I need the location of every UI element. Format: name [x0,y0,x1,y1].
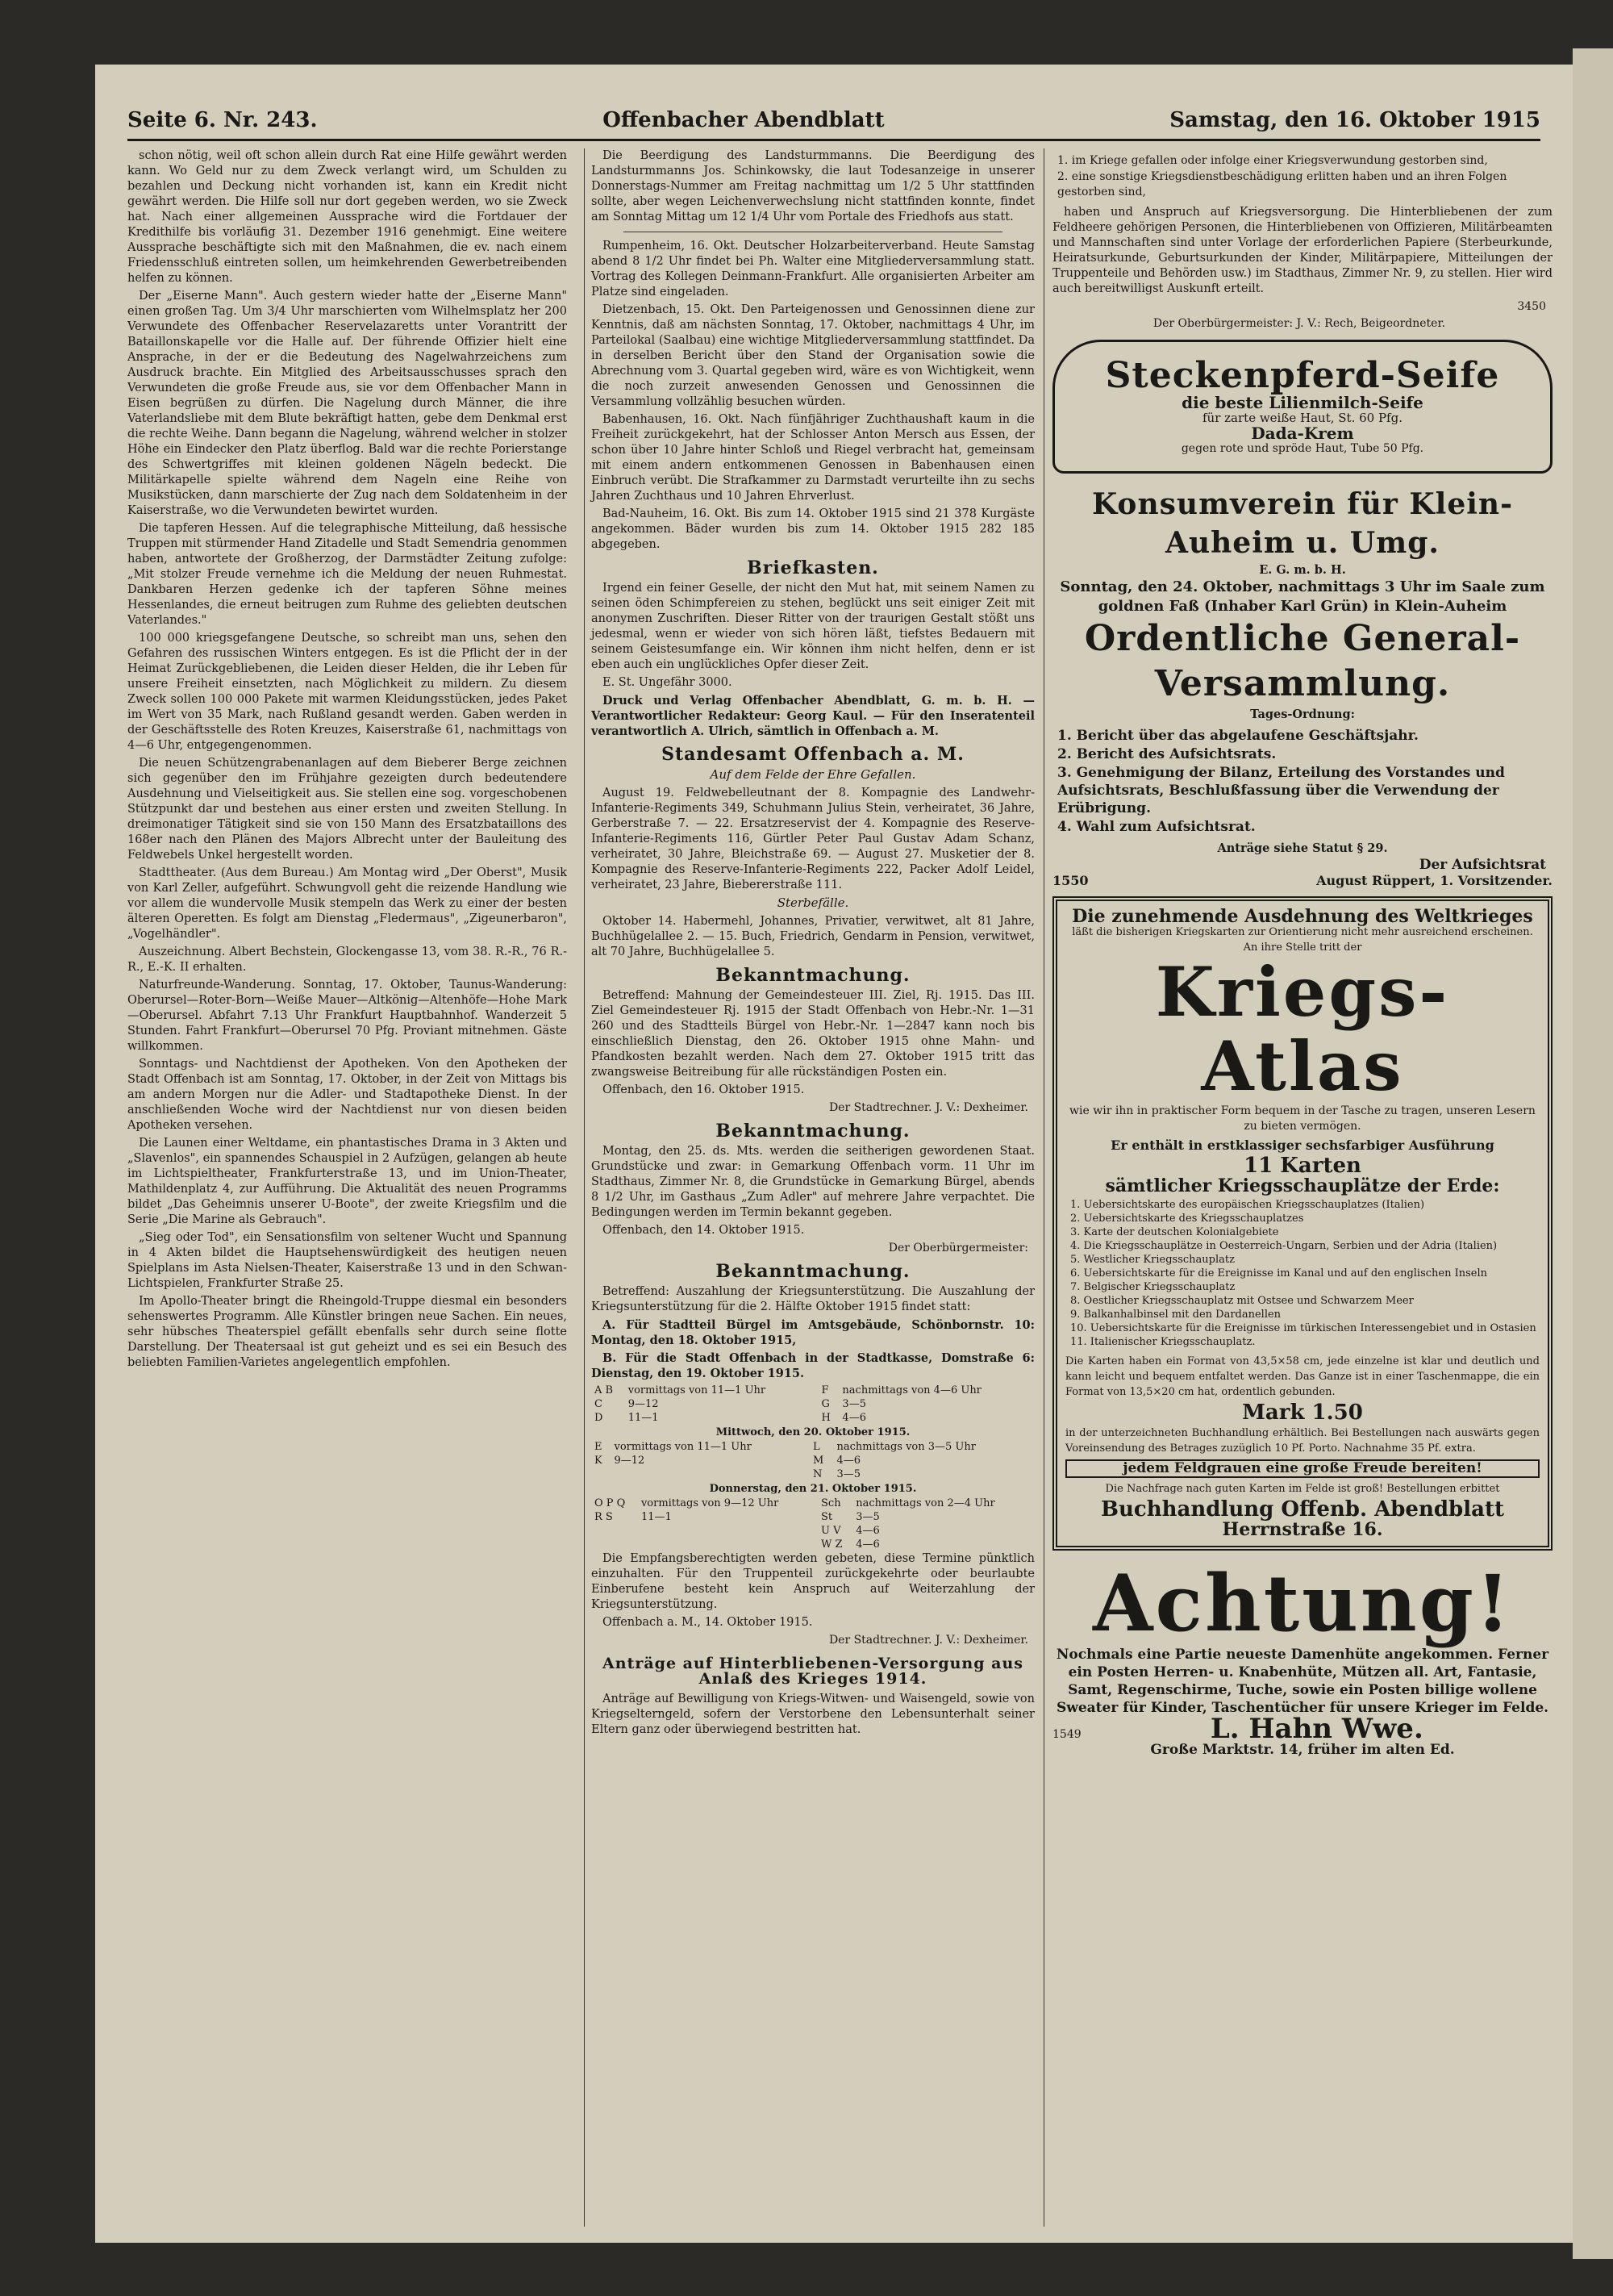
table-cell: 9—12 [614,1455,645,1467]
article-sieg-oder-tod: „Sieg oder Tod", ein Sensationsfilm von seltener Wucht und Spannung in 4 Akten bildet die Hauptsehenswürdigkeit des heutigen neuen Spielplans im Asta Nielsen-Theater, Kaiserstraße 13 und in den Schwan-Lichtspielen, Frankfurter Straße 25. [127,1231,567,1290]
atlas-format: Die Karten haben ein Format von 43,5×58 cm, jede einzelne ist klar und deutlich und kann leicht und bequem entfaltet werden. Das Ganze ist in einer Taschenmappe, die ein Format von 13,5×20 cm hat, ordentlich gebunden. [1065,1355,1540,1398]
article-bad-nauheim: Bad-Nauheim, 16. Okt. Bis zum 14. Oktober 1915 sind 21 378 Kurgäste angekommen. Bäder wurden bis zum 14. Oktober 1915 282 185 abgegeben. [591,507,1035,551]
table-row [591,1467,1035,1481]
antrag-heading: Anträge auf Hinterbliebenen-Versorgung aus Anlaß des Krieges 1914. [602,1655,1023,1688]
atlas-order-info: in der unterzeichneten Buchhandlung erhältlich. Bei Bestellungen nach auswärts gegen Voreinsendung des Betrages zuzüglich 10 Pf. Porto. Nachnahme 35 Pf. extra. [1065,1427,1540,1455]
table-cell: vormittags von 11—1 Uhr [614,1441,752,1453]
list-item: 8. Oestlicher Kriegsschauplatz mit Ostsee und Schwarzem Meer [1070,1295,1414,1307]
table-row [591,1384,1035,1397]
table-cell: H [821,1412,831,1424]
table-cell: St [821,1511,833,1523]
konsumverein-agenda [1052,727,1553,836]
column-1 [127,148,567,2227]
table-cell: C [594,1398,602,1410]
article-apotheken: Sonntags- und Nachtdienst der Apotheken. Von den Apotheken der Stadt Offenbach ist am Sonntag, 17. Oktober, in der Zeit von Mittags bis am andern Morgen nur die Adler- und Stadtapotheke Dienst. In der anschließenden Woche wird der Nachtdienst nur von diesen beiden Apotheken versehen. [127,1058,567,1132]
cream-price: gegen rote und spröde Haut, Tube 50 Pfg. [1181,442,1424,455]
bekanntmachung-1-text: Betreffend: Mahnung der Gemeindesteuer III. Ziel, Rj. 1915. Das III. Ziel Gemeindesteuer Rj. 1915 der Stadt Offenbach von Hebr.-Nr. 1—31 260 und des Stadtteils Bürgel von Hebr.-Nr. 1—2847 kann noch bis einschließlich Dienstag, den 26. Oktober 1915 ohne Mahn- und Pfandkosten bezahlt werden. Nach dem 27. Oktober 1915 tritt das zwangsweise Beitreibung für alle rückständigen Posten ein. [591,989,1035,1079]
versorgung-list [1052,153,1553,200]
article-tapfere-hessen: Die tapferen Hessen. Auf die telegraphische Mitteilung, daß hessische Truppen mit stürmender Hand Zitadelle und Stadt Semendria genommen haben, antwortete der Großherzog, der Darmstädter Zeitung zufolge: „Mit stolzer Freude vernehme ich die Meldung der neuen Ruhmestat. Dankbaren Herzen gedenke ich der tapferen Söhne meines Hessenlandes, die erneut beitrugen zum Ruhme des geliebten deutschen Vaterlandes." [127,522,567,627]
list-item: 2. eine sonstige Kriegsdienstbeschädigung erlitten haben und an ihren Folgen gestorben sind, [1057,170,1507,198]
list-item: 1. Bericht über das abgelaufene Geschäftsjahr. [1057,728,1419,744]
table-cell: M [813,1455,824,1467]
soap-tagline: die beste Lilienmilch-Seife [1182,393,1423,412]
bekanntmachung-2-text: Montag, den 25. ds. Mts. werden die seitherigen gewordenen Staat. Grundstücke und zwar: in Gemarkung Offenbach vorm. 11 Uhr im Stadthaus, Zimmer Nr. 8, die Grundstücke in Gemarkung Bürgel, abends 8 1/2 Uhr, im Gasthaus „Zum Adler" auf mehrere Jahre verpachtet. Die Bedingungen werden im Termin bekannt gegeben. [591,1145,1035,1219]
konsumverein-legal-form: E. G. m. b. H. [1259,563,1346,577]
table-cell: 4—6 [842,1412,866,1424]
list-item: 4. Die Kriegsschauplätze in Oesterreich-Ungarn, Serbien und der Adria (Italien) [1070,1240,1498,1252]
masthead [127,100,1540,132]
article-apollo-theater: Im Apollo-Theater bringt die Rheingold-Truppe diesmal ein besonders sehenswertes Programm. Alle Künstler bringen neue Sachen. Ein neues, sehr hübsches Theaterspiel gefällt ebenfalls sehr durch seine flotte Darstellung. Der Theatersaal ist gut geheizt und es sei ein Besuch des beliebten Familien-Varietes angelegentlich empfohlen. [127,1295,567,1369]
atlas-bookshop: Buchhandlung Offenb. Abendblatt [1101,1497,1504,1522]
bekanntmachung-3-note: Die Empfangsberechtigten werden gebeten, diese Termine pünktlich einzuhalten. Für den Truppenteil zurückgekehrte oder beurlaubte Einberufene besteht kein Anspruch auf Weiterzahlung der Kriegsunterstützung. [591,1552,1035,1611]
konsumverein-meeting-title: Ordentliche General-Versammlung. [1084,618,1521,704]
schedule-thursday [591,1497,1035,1551]
article-kredithilfe: schon nötig, weil oft schon allein durch Rat eine Hilfe gewährt werden kann. Wo Geld nur zu dem Zweck verlangt wird, um Schulden zu bezahlen und Deckung nicht vorhanden ist, kann ein Kredit nicht gewährt werden. Die Hilfe soll nur dort gegeben werden, wo sie Zweck hat. Nach einer allgemeinen Aussprache wird die Fortdauer der Kredithilfe bis vorläufig 31. Dezember 1916 genehmigt. Eine weitere Aussprache beschäftigte sich mit den Maßnahmen, die ev. nach einem Friedensschluß eintreten sollen, um heimkehrenden Gewerbetreibenden helfen zu können. [127,149,567,285]
achtung-title: Achtung! [1093,1558,1512,1649]
bekanntmachung-3-section-a: A. Für Stadtteil Bürgel im Amtsgebäude, Schönbornstr. 10: Montag, den 18. Oktober 1915, [591,1318,1035,1347]
bekanntmachung-1-signature: Der Stadtrechner. J. V.: Dexheimer. [828,1101,1028,1114]
konsumverein-advertisement [1052,485,1553,888]
list-item: 11. Italienischer Kriegsschauplatz. [1070,1336,1256,1348]
article-beerdigung: Die Beerdigung des Landsturmmanns. Die Beerdigung des Landsturmmanns Jos. Schinkowsky, die laut Todesanzeige in unserer Donnerstags-Nummer am Freitag nachmittag um 1/2 5 Uhr stattfinden sollte, aber wegen Leichenverwechslung nicht stattfinden konnte, findet am Sonntag Mittag um 12 1/4 Uhr vom Portale des Friedhofs aus statt. [591,149,1035,223]
atlas-count: 11 Karten [1244,1154,1361,1178]
achtung-address: Große Marktstr. 14, früher im alten Ed. [1150,1742,1455,1758]
list-item: 9. Balkanhalbinsel mit den Dardanellen [1070,1309,1282,1321]
atlas-headline: Die zunehmende Ausdehnung des Weltkrieges [1072,906,1533,927]
atlas-slogan: jedem Feldgrauen eine große Freude bereiten! [1065,1459,1540,1478]
article-eiserne-mann: Der „Eiserne Mann". Auch gestern wieder hatte der „Eiserne Mann" einen großen Tag. Um 3/4 Uhr marschierten vom Wilhelmsplatz her 200 Verwundete des Offenbacher Reservelazaretts unter Vorantritt der Bataillonskapelle vor die Halle auf. Der führende Offizier hielt eine Ansprache, in der er die Bedeutung des Nagelwahrzeichens zum Ausdruck brachte. Ein Mitglied des Arbeitsausschusses sprach den Verwundeten die große Freude aus, sie vor dem Offenbacher Mann in Eisen begrüßen zu dürfen. Die Nagelung durch Männer, die ihre Vaterlandsliebe mit dem Blute bekräftigt hatten, gebe dem Denkmal erst die rechte Weihe. Dann begann die Nagelung, während welcher in stolzer Höhe ein Eindecker den Platz überflog. Bald war die rechte Porierstange des Schwertgriffes mit kleinen goldenen Nägeln bedeckt. Die Militärkapelle spielte während dem Nageln eine Reihe von Musikstücken, dann marschierte der Zug nach dem Soldatenheim in der Kaiserstraße, wo die Verwundeten bewirtet wurden. [127,290,567,517]
column-3 [1044,148,1553,2227]
bekanntmachung-2-signature: Der Oberbürgermeister: [888,1242,1028,1254]
table-cell: 4—6 [836,1455,861,1467]
table-cell: R S [594,1511,613,1523]
atlas-scope: sämtlicher Kriegsschauplätze der Erde: [1105,1175,1500,1196]
konsumverein-meeting-info: Sonntag, den 24. Oktober, nachmittags 3 Uhr im Saale zum goldnen Faß (Inhaber Karl Grün) in Klein-Auheim [1060,578,1545,615]
list-item: 10. Uebersichtskarte für die Ereignisse im türkischen Interessengebiet und in Ostasien [1070,1322,1536,1334]
briefkasten-text: Irgend ein feiner Geselle, der nicht den Mut hat, mit seinem Namen zu seinen öden Schimpfereien zu stehen, beglückt uns seit einiger Zeit mit anonymen Zuschriften. Dieser Ritter von der traurigen Gestalt stößt uns jedesmal, wenn er wieder von sich hören läßt, tiefstes Bedauern mit seinem Geistesumfange ein. Wir können ihm nicht helfen, denn er ist eben auch ein unglückliches Opfer dieser Zeit. [591,582,1035,671]
cream-brand: Dada-Krem [1251,424,1354,443]
briefkasten-heading: Briefkasten. [747,557,879,578]
achtung-advertisement [1052,1558,1553,1758]
table-cell: U V [821,1525,841,1537]
table-row [591,1397,1035,1411]
article-babenhausen: Babenhausen, 16. Okt. Nach fünfjähriger Zuchthaushaft kaum in die Freiheit zurückgekehrt, hat der Schlosser Anton Mersch aus Essen, der schon über 10 Jahre hinter Schloß und Riegel verbracht hat, gemeinsam mit einem andern entkommenen Genossen in Babenhausen einen Einbruch verübt. Die Strafkammer zu Darmstadt verurteilte ihn zu sechs Jahren Zuchthaus und 10 Jahren Ehrverlust. [591,413,1035,503]
versorgung-number: 3450 [1517,300,1546,313]
table-row [591,1510,1035,1524]
bekanntmachung-2-date: Offenbach, den 14. Oktober 1915. [602,1224,805,1237]
table-cell: 3—5 [836,1468,861,1480]
atlas-feature: Er enthält in erstklassiger sechsfarbiger Ausführung [1111,1138,1494,1153]
list-item: 1. Uebersichtskarte des europäischen Kriegsschauplatzes (Italien) [1070,1199,1425,1211]
table-cell: 3—5 [856,1511,880,1523]
adjacent-page-edge [1573,48,1613,2259]
bekanntmachung-3-date: Offenbach a. M., 14. Oktober 1915. [602,1616,813,1629]
table-cell: K [594,1455,602,1467]
table-cell: 11—1 [640,1511,672,1523]
article-kriegsgefangene: 100 000 kriegsgefangene Deutsche, so schreibt man uns, sehen den Gefahren des russischen Winters entgegen. Es ist die Pflicht der in der Heimat Zurückgebliebenen, die Leiden dieser Helden, die ihr Leben für unsere Freiheit einsetzten, nach Möglichkeit zu mildern. Zu diesem Zweck sollen 100 000 Pakete mit warmen Kleidungsstücken, jedes Paket im Wert von 35 Mark, nach Rußland gesandt werden. Gaben werden in der Geschäftsstelle des Roten Kreuzes, Kaiserstraße 61, nachmittags von 4—6 Uhr, entgegengenommen. [127,632,567,752]
list-item: 5. Westlicher Kriegsschauplatz [1070,1254,1235,1266]
table-cell [611,1467,810,1481]
konsumverein-note: Anträge siehe Statut § 29. [1217,841,1388,855]
list-item: 3. Karte der deutschen Kolonialgebiete [1070,1226,1279,1238]
versorgung-signature: Der Oberbürgermeister: J. V.: Rech, Beigeordneter. [1152,317,1446,330]
list-item: 2. Uebersichtskarte des Kriegsschauplatzes [1070,1213,1304,1225]
bekanntmachung-3-section-b: B. Für die Stadt Offenbach in der Stadtkasse, Domstraße 6: Dienstag, den 19. Oktober 1915. [591,1351,1035,1380]
table-cell: L [813,1441,820,1453]
schedule-tuesday [591,1384,1035,1425]
list-item: 2. Bericht des Aufsichtsrats. [1057,746,1277,762]
page-number: Seite 6. Nr. 243. [127,108,318,132]
table-row [591,1440,1035,1454]
bekanntmachung-1-heading: Bekanntmachung. [715,965,911,986]
table-cell: nachmittags von 3—5 Uhr [836,1441,976,1453]
table-cell: O P Q [594,1497,626,1509]
standesamt-text: August 19. Feldwebelleutnant der 8. Kompagnie des Landwehr-Infanterie-Regiments 349, Schuhmann Julius Stein, verheiratet, 36 Jahre, Gerberstraße 7. — 22. Ersatzreservist der 4. Kompagnie des Reserve-Infanterie-Regiments 116, Gürtler Peter Paul Gustav Adam Schanz, verheiratet, 30 Jahre, Bleichstraße 69. — August 27. Musketier der 8. Kompagnie des Reserve-Infanterie-Regiments 222, Packer Adolf Leidel, verheiratet, 23 Jahre, Biebererstraße 111. [591,787,1035,891]
konsumverein-signature-board: Der Aufsichtsrat [1419,857,1546,873]
article-schuetzengraben: Die neuen Schützengrabenanlagen auf dem Bieberer Berge zeichnen sich gegenüber den im Frühjahre gezeigten durch bedeutendere Ausdehnung und Vielseitigkeit aus. Sie stellen eine sog. vorgeschobenen Stützpunkt dar und bestehen aus einer ersten und zweiten Stellung. In dreimonatiger Tätigkeit sind sie von 150 Mann des Ersatzbataillons des 168er nach den Plänen des Majors Albrecht unter der Bauleitung des Feldwebels Unkel hergestellt worden. [127,757,567,862]
table-cell [638,1524,818,1538]
atlas-description: wie wir ihn in praktischer Form bequem in der Tasche zu tragen, unseren Lesern zu bieten vermögen. [1069,1104,1536,1133]
table-cell: vormittags von 9—12 Uhr [640,1497,779,1509]
table-row [591,1538,1035,1551]
table-cell: 11—1 [627,1412,659,1424]
bekanntmachung-2-heading: Bekanntmachung. [715,1121,911,1142]
antrag-text: Anträge auf Bewilligung von Kriegs-Witwen- und Waisengeld, sowie von Kriegselterngeld, sofern der Verstorbene den Lebensunterhalt seiner Eltern ganz oder überwiegend bestritten hat. [591,1693,1035,1736]
table-cell: Sch [821,1497,841,1509]
table-cell: D [594,1412,603,1424]
table-row [591,1524,1035,1538]
table-cell: 3—5 [842,1398,866,1410]
list-item: 3. Genehmigung der Bilanz, Erteilung des Vorstandes und Aufsichtsrats, Beschlußfassung über die Verwendung der Erübrigung. [1057,765,1505,816]
article-auszeichnung: Auszeichnung. Albert Bechstein, Glockengasse 13, vom 38. R.-R., 76 R.-R., E.-K. II erhalten. [127,946,567,974]
standesamt-subheading: Auf dem Felde der Ehre Gefallen. [710,767,916,782]
article-dietzenbach: Dietzenbach, 15. Okt. Den Parteigenossen und Genossinnen diene zur Kenntnis, daß am nächsten Sonntag, 17. Oktober, nachmittags 4 Uhr, im Parteilokal (Saalbau) eine wichtige Mitgliederversammlung stattfindet. Da in derselben Bericht über den Stand der Organisation sowie die Abrechnung vom 3. Quartal gegeben wird, wäre es von Wichtigkeit, wenn die noch zurzeit anwesenden Genossen und Genossinnen die Versammlung vollzählig besuchen würden. [591,303,1035,408]
soap-brand: Steckenpferd-Seife [1105,355,1500,396]
table-cell: W Z [821,1538,843,1551]
bekanntmachung-3-signature: Der Stadtrechner. J. V.: Dexheimer. [828,1634,1028,1647]
schedule-wednesday [591,1440,1035,1481]
schedule-wednesday-heading: Mittwoch, den 20. Oktober 1915. [715,1426,911,1438]
table-cell [591,1467,611,1481]
ad-number: 1550 [1052,873,1089,888]
soap-advertisement [1052,340,1553,474]
table-cell: vormittags von 11—1 Uhr [627,1384,766,1396]
imprint: Druck und Verlag Offenbacher Abendblatt, G. m. b. H. — Verantwortlicher Redakteur: Georg Kaul. — Für den Inseratenteil verantwortlich A. Ulrich, sämtlich in Offenbach a. M. [591,694,1035,738]
column-2 [584,148,1035,2227]
list-item: 1. im Kriege gefallen oder infolge einer Kriegsverwundung gestorben sind, [1057,154,1488,167]
table-cell [591,1538,638,1551]
atlas-demand: Die Nachfrage nach guten Karten im Felde ist groß! Bestellungen erbittet [1105,1483,1500,1495]
newspaper-title: Offenbacher Abendblatt [602,108,885,132]
konsumverein-title: Konsumverein für Klein-Auheim u. Umg. [1091,487,1514,560]
table-cell: 4—6 [856,1525,880,1537]
table-cell: nachmittags von 2—4 Uhr [856,1497,995,1509]
atlas-intro: läßt die bisherigen Kriegskarten zur Orientierung nicht mehr ausreichend erscheinen. An ihre Stelle tritt der [1072,926,1533,954]
table-cell: 9—12 [627,1398,659,1410]
table-row [591,1497,1035,1510]
achtung-firm: L. Hahn Wwe. [1210,1713,1423,1745]
table-cell: 4—6 [856,1538,880,1551]
achtung-text: Nochmals eine Partie neueste Damenhüte angekommen. Ferner ein Posten Herren- u. Knabenhüte, Mützen all. Art, Fantasie, Samt, Regenschirme, Tuche, sowie ein Posten billige wollene Sweater für Kinder, Taschentücher für unsere Krieger im Felde. [1056,1647,1549,1716]
kriegs-atlas-advertisement [1052,896,1553,1551]
atlas-map-list [1065,1199,1540,1349]
table-cell: E [594,1441,602,1453]
atlas-price: Mark 1.50 [1242,1401,1363,1425]
atlas-title: Kriegs-Atlas [1155,952,1450,1106]
masthead-rule [127,139,1540,141]
konsumverein-signature-chair: August Rüppert, 1. Vorsitzender. [1316,873,1553,888]
briefkasten-signature: E. St. Ungefähr 3000. [602,676,732,689]
table-cell: G [821,1398,830,1410]
konsumverein-footer [1052,873,1553,888]
table-cell: N [813,1468,823,1480]
bekanntmachung-3-heading: Bekanntmachung. [715,1261,911,1282]
issue-date: Samstag, den 16. Oktober 1915 [1169,108,1540,132]
list-item: 6. Uebersichtskarte für die Ereignisse im Kanal und auf den englischen Inseln [1070,1267,1488,1279]
schedule-thursday-heading: Donnerstag, den 21. Oktober 1915. [709,1483,917,1495]
newspaper-page [95,65,1573,2243]
soap-price: für zarte weiße Haut, St. 60 Pfg. [1202,411,1403,425]
table-cell [591,1524,638,1538]
sterbefaelle-heading: Sterbefälle. [777,895,849,910]
konsumverein-agenda-heading: Tages-Ordnung: [1250,708,1355,721]
table-cell [638,1538,818,1551]
article-stadttheater: Stadttheater. (Aus dem Bureau.) Am Montag wird „Der Oberst", Musik von Karl Zeller, aufgeführt. Schwungvoll geht die reizende Handlung wie vor allem die wundervolle Musik stempeln das Werk zu einer der besten älteren Operetten. Es folgt am Dienstag „Fledermaus", „Zigeunerbaron", „Vogelhändler". [127,866,567,941]
versorgung-text: haben und Anspruch auf Kriegsversorgung. Die Hinterbliebenen der zum Feldheere gehörigen Personen, die Hinterbliebenen von Offizieren, Militärbeamten und Mannschaften sind unter Vorlage der erforderlichen Papiere (Sterbeurkunde, Heiratsurkunde, Geburtsurkunden der Kinder, Militärpapiere, Mitteilungen der Truppenteile und Behörden usw.) im Stadthaus, Zimmer Nr. 9, zu stellen. Hier wird auch bereitwilligst Auskunft erteilt. [1052,206,1553,295]
article-rumpenheim: Rumpenheim, 16. Okt. Deutscher Holzarbeiterverband. Heute Samstag abend 8 1/2 Uhr findet bei Ph. Walter eine Mitgliederversammlung statt. Vortrag des Kollegen Deinmann-Frankfurt. Alle organisierten Arbeiter am Platze sind eingeladen. [591,240,1035,298]
standesamt-heading: Standesamt Offenbach a. M. [661,744,965,765]
table-cell: A B [594,1384,614,1396]
bekanntmachung-1-date: Offenbach, den 16. Oktober 1915. [602,1083,805,1096]
article-naturfreunde: Naturfreunde-Wanderung. Sonntag, 17. Oktober, Taunus-Wanderung: Oberursel—Roter-Born—Weiße Mauer—Altkönig—Altenhöfe—Hohe Mark—Oberursel. Abfahrt 7.13 Uhr Frankfurt Hauptbahnhof. Wanderzeit 5 Stunden. Fahrt Frankfurt—Oberursel 70 Pfg. Proviant mitnehmen. Gäste willkommen. [127,979,567,1053]
article-weltdame: Die Launen einer Weltdame, ein phantastisches Drama in 3 Akten und „Slavenlos", ein spannendes Schauspiel in 2 Aufzügen, gelangen ab heute im Lichtspieltheater, Frankfurterstraße 13, und im Union-Theater, Mathildenplatz 4, zur Aufführung. Die Aktualität des neuen Programms bildet „Das Geheimnis unserer U-Boote", der zweite Kriegsfilm und die Serie „Die Marine als Gebrauch". [127,1137,567,1226]
atlas-address: Herrnstraße 16. [1222,1519,1383,1540]
bekanntmachung-3-text: Betreffend: Auszahlung der Kriegsunterstützung. Die Auszahlung der Kriegsunterstützung für die 2. Hälfte Oktober 1915 findet statt: [591,1285,1035,1313]
table-row [591,1454,1035,1467]
achtung-footer [1052,1713,1553,1745]
list-item: 4. Wahl zum Aufsichtsrat. [1057,819,1256,835]
ad-number: 1549 [1052,1728,1082,1741]
table-cell: F [821,1384,829,1396]
sterbefaelle-text: Oktober 14. Habermehl, Johannes, Privatier, verwitwet, alt 81 Jahre, Buchhügelallee 2. — 15. Buch, Friedrich, Gendarm in Pension, verwitwet, alt 70 Jahre, Buchhügelallee 5. [591,915,1035,958]
table-row [591,1411,1035,1425]
list-item: 7. Belgischer Kriegsschauplatz [1070,1281,1236,1293]
table-cell: nachmittags von 4—6 Uhr [842,1384,982,1396]
